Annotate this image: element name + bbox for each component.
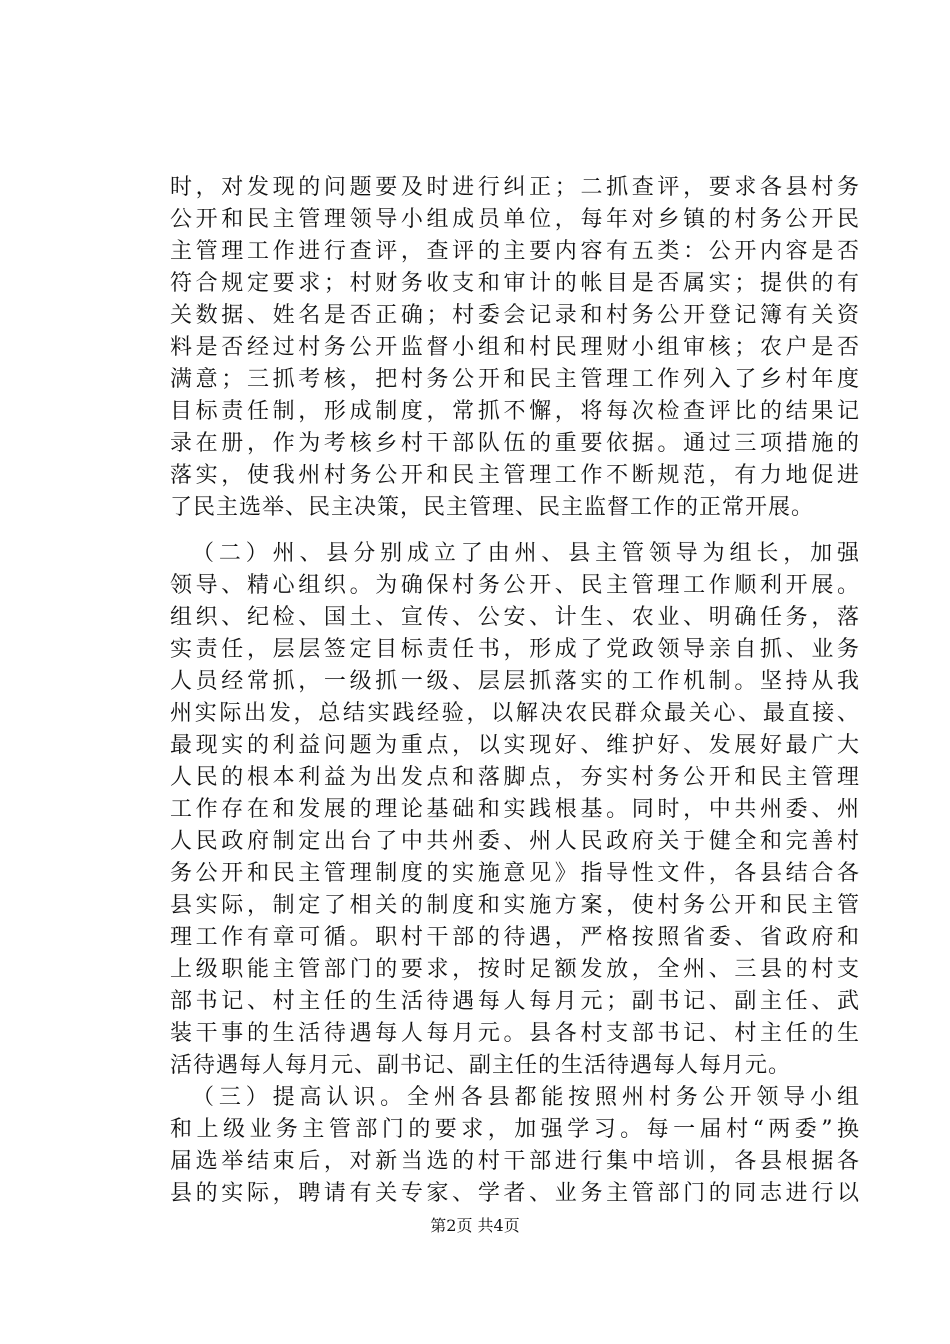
text-line: （三）提高认识。全州各县都能按照州村务公开领导小组: [192, 1085, 860, 1110]
paragraph-section-2-3: [170, 538, 860, 1210]
text-line: 活待遇每人每月元、副书记、副主任的生活待遇每人每月元。: [170, 1053, 792, 1078]
page-footer: 第2页 共4页: [430, 1216, 520, 1235]
text-line: 最现实的利益问题为重点，以实现好、维护好、发展好最广大: [170, 733, 860, 758]
text-line: （二）州、县分别成立了由州、县主管领导为组长，加强: [192, 541, 860, 566]
text-line: 人民的根本利益为出发点和落脚点，夯实村务公开和民主管理: [170, 765, 860, 790]
text-line: 录在册，作为考核乡村干部队伍的重要依据。通过三项措施的: [170, 431, 860, 456]
text-line: 工作存在和发展的理论基础和实践根基。同时，中共州委、州: [170, 797, 860, 822]
text-line: 领导、精心组织。为确保村务公开、民主管理工作顺利开展。: [170, 573, 860, 598]
text-line: 人员经常抓，一级抓一级、层层抓落实的工作机制。坚持从我: [170, 669, 860, 694]
text-line: 务公开和民主管理制度的实施意见》指导性文件，各县结合各: [170, 861, 860, 886]
text-line: 关数据、姓名是否正确；村委会记录和村务公开登记簿有关资: [170, 303, 860, 328]
text-line: 届选举结束后，对新当选的村干部进行集中培训，各县根据各: [170, 1149, 860, 1174]
text-line: 组织、纪检、国土、宣传、公安、计生、农业、明确任务，落: [170, 605, 860, 630]
text-line: 了民主选举、民主决策，民主管理、民主监督工作的正常开展。: [170, 495, 815, 520]
text-line: 装干事的生活待遇每人每月元。县各村支部书记、村主任的生: [170, 1021, 860, 1046]
text-line: 目标责任制，形成制度，常抓不懈，将每次检查评比的结果记: [170, 399, 860, 424]
text-line: 主管理工作进行查评，查评的主要内容有五类：公开内容是否: [170, 239, 860, 264]
text-line: 满意；三抓考核，把村务公开和民主管理工作列入了乡村年度: [170, 367, 860, 392]
text-line: 州实际出发，总结实践经验，以解决农民群众最关心、最直接、: [170, 701, 860, 726]
paragraph-continuation: [170, 172, 860, 524]
text-line: 公开和民主管理领导小组成员单位，每年对乡镇的村务公开民: [170, 207, 860, 232]
text-line: 和上级业务主管部门的要求，加强学习。每一届村“两委”换: [170, 1117, 860, 1142]
text-line: 实责任，层层签定目标责任书，形成了党政领导亲自抓、业务: [170, 637, 860, 662]
text-line: 人民政府制定出台了中共州委、州人民政府关于健全和完善村: [170, 829, 860, 854]
text-line: 县实际，制定了相关的制度和实施方案，使村务公开和民主管: [170, 893, 860, 918]
text-line: 部书记、村主任的生活待遇每人每月元；副书记、副主任、武: [170, 989, 860, 1014]
text-line: 料是否经过村务公开监督小组和村民理财小组审核；农户是否: [170, 335, 860, 360]
text-line: 落实，使我州村务公开和民主管理工作不断规范，有力地促进: [170, 463, 860, 488]
text-line: 时，对发现的问题要及时进行纠正；二抓查评，要求各县村务: [170, 175, 860, 200]
text-line: 理工作有章可循。职村干部的待遇，严格按照省委、省政府和: [170, 925, 860, 950]
text-line: 县的实际，聘请有关专家、学者、业务主管部门的同志进行以: [170, 1181, 860, 1206]
text-line: 上级职能主管部门的要求，按时足额发放，全州、三县的村支: [170, 957, 860, 982]
text-line: 符合规定要求；村财务收支和审计的帐目是否属实；提供的有: [170, 271, 860, 296]
